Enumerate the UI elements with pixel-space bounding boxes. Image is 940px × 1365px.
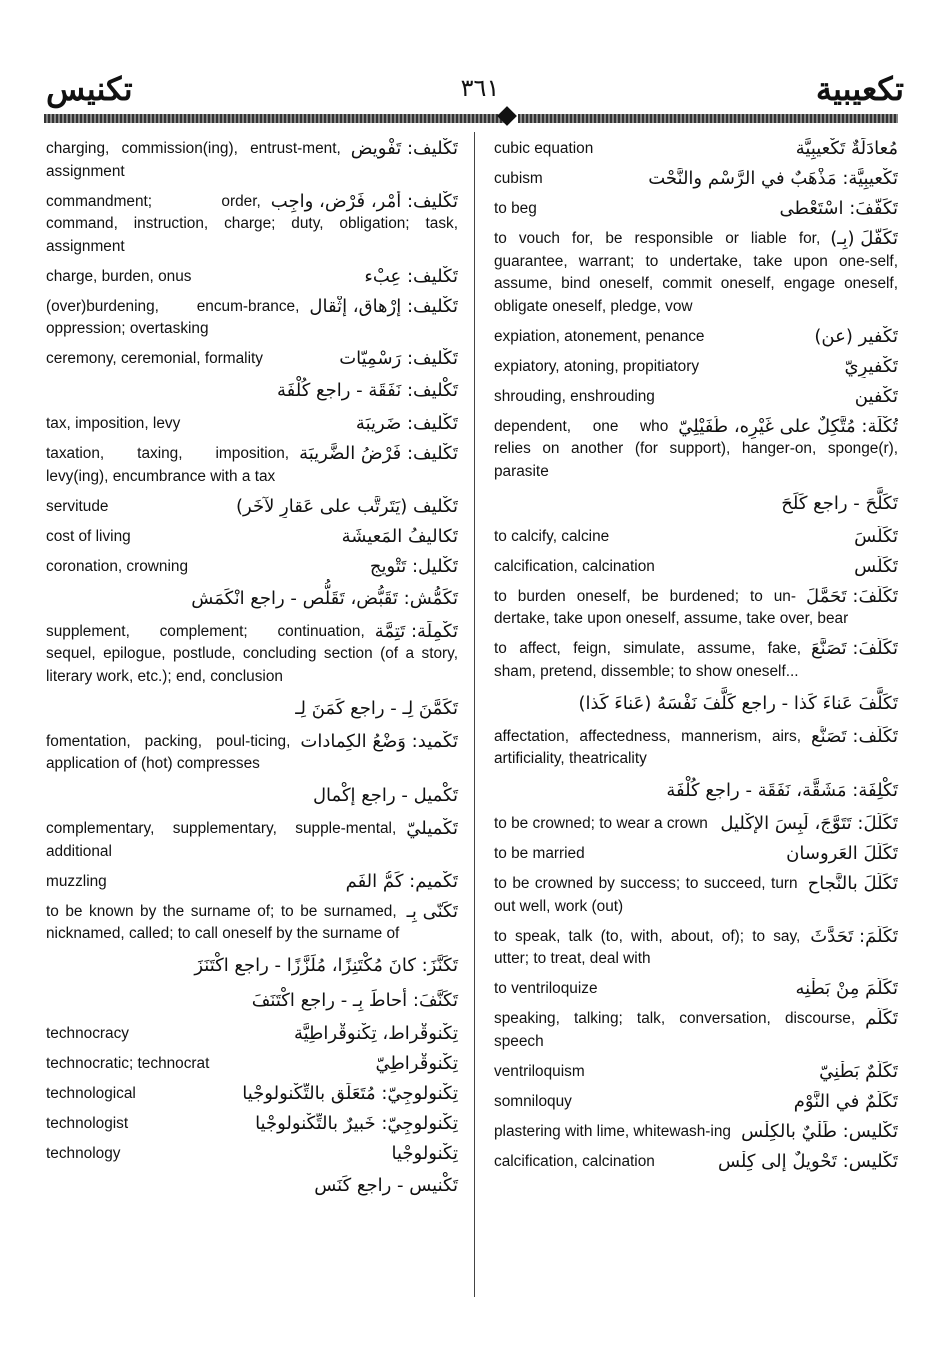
arabic-headword: تَكْليف: عِبْء [364,265,458,287]
header-rule-right [518,114,898,123]
arabic-headword: تَكَلُّمٌ بَطْنِيّ [819,1060,898,1082]
english-definition: commandment; order, command, instruction, charge; duty, obligation; task, assignment [46,192,458,255]
english-definition: to calcify, calcine [494,527,610,545]
english-definition: to beg [494,200,537,217]
arabic-headword: تَكْليس: تَحْويلٌ إلى كِلْس [717,1150,898,1172]
english-definition: somniloquy [494,1092,572,1110]
english-definition: to be married [494,845,585,862]
header-rule-left [44,114,506,123]
arabic-headword: تَكَلَّفَ: تَصَنَّعَ [811,638,898,659]
arabic-headword: تَكْليس: طَلْيٌ بالكِلْس [741,1120,898,1142]
arabic-headword: تَكَلَّمَ: تَحَدَّثَ [810,925,898,947]
arabic-headword: تَكْفين [854,385,898,407]
arabic-headword: تَكْفيرِيّ [844,355,898,377]
english-definition: to burden oneself, be burdened; to un-dertake, take upon oneself, assume, take over, bear [494,587,849,627]
english-definition: charge, burden, onus [46,267,192,285]
english-definition: dependent, one who relies on another (for support), hanger-on, sponge(r), parasite [494,417,898,480]
dictionary-entry [46,1023,458,1046]
arabic-headword: تَكَلَّلَ بالنَّجاح [807,873,898,894]
dictionary-entry [46,556,458,579]
dictionary-entry [494,416,898,484]
arabic-headword: تَكَلَّفَ: تَحَمَّلَ [806,585,898,607]
english-definition: affectation, affectedness, mannerism, airs, artificiality, theatricality [494,727,802,767]
english-definition: technocratic; technocrat [46,1055,210,1072]
cross-reference-entry: تَكَمَّنَ لِـ - راجع كَمَنَ لِـ [295,697,458,719]
arabic-headword: تُكْلَة: مُتَّكِلٌ على غَيْرِه، طُفَيْلِيّ [678,415,898,437]
arabic-headword: تِكْنوقْراطِيّ [375,1053,458,1074]
dictionary-entry [494,168,898,191]
english-definition: taxation, taxing, imposition, levy(ing), encumbrance with a tax [46,445,290,485]
cross-reference-entry: تَكَنَّزَ: كانَ مُكْتَنِزًا، مُلَزَّزًا - راجع اكْتَنَزَ [194,955,458,976]
right-column [494,138,898,1181]
english-definition: fomentation, packing, poul-ticing, application of (hot) compresses [46,732,291,772]
dictionary-entry [494,198,898,221]
arabic-headword: تَكْليف: أَمْر، فَرْض، واجِب [270,190,458,212]
english-definition: supplement, complement; continuation, sequel, epilogue, postlude, concluding section (of a story, literary work, etc.); end, conclusion [46,622,458,685]
english-definition: technocracy [46,1025,129,1042]
english-definition: to ventriloquize [494,980,598,997]
dictionary-entry [494,526,898,549]
arabic-headword: تَكَلُّمٌ في النَّوْم [793,1090,898,1112]
english-definition: ceremony, ceremonial, formality [46,350,263,367]
english-definition: technological [46,1085,136,1102]
english-definition: complementary, supplementary, supple-mental, additional [46,820,397,860]
arabic-headword: تَكَلُّم [865,1008,898,1029]
english-definition: servitude [46,497,109,515]
dictionary-entry [494,586,898,631]
arabic-headword: تَكْليف: ضَريبَة [355,413,458,434]
dictionary-entry [46,296,458,341]
dictionary-entry [46,871,458,894]
cross-reference-entry: تَكَمُّش: تَقَبُّض، تَقَلُّص - راجع انْكَمَش [191,587,458,609]
dictionary-entry [494,926,898,971]
english-definition: charging, commission(ing), entrust-ment, assignment [46,140,341,180]
english-definition: technologist [46,1115,129,1132]
dictionary-entry [494,638,898,683]
arabic-headword: تَكَلَّلَ: تَتَوَّجَ، لَبِسَ الإكْليل [720,813,898,834]
arabic-headword: تَكْمِلَة: تَتِمَّة [374,620,458,642]
cross-reference-entry: تَكَنَّفَ: أحاطَ بِـ - راجع اكْتَنَفَ [251,990,458,1011]
english-definition: to speak, talk (to, with, about, of); to say, utter; to treat, deal with [494,927,801,967]
english-definition: ventriloquism [494,1062,585,1080]
dictionary-entry [46,413,458,436]
dictionary-entry [46,818,458,863]
arabic-headword: تَكَلَّسَ [854,525,898,547]
english-definition: expiation, atonement, penance [494,327,705,345]
dictionary-entry [494,813,898,836]
dictionary-entry [46,1083,458,1106]
dictionary-entry [46,191,458,259]
column-divider [474,132,475,1297]
dictionary-entry [46,621,458,689]
english-definition: (over)burdening, encum-brance, oppression; overtasking [46,297,300,337]
dictionary-entry [494,556,898,579]
english-definition: cubism [494,170,543,187]
english-definition: to be known by the surname of; to be surnamed, nicknamed, called; to call oneself by the surname of [46,902,400,942]
cross-reference-entry: تَكْميل - راجع إكْمال [312,785,458,806]
arabic-headword: تَكَفَّفَ: اسْتَعْطى [779,198,898,219]
english-definition: to vouch for, be responsible or liable for, guarantee, warrant; to undertake, take upon one-self, assume, bind oneself, commit oneself, engage oneself, obligate oneself, pledge, vow [494,230,898,315]
arabic-headword: تَكْميد: وَضْعُ الكِمادات [300,730,458,752]
dictionary-entry [46,138,458,183]
header-right-word: تكعيبية [815,70,904,108]
dictionary-entry [494,1091,898,1114]
header-left-word: تكنيس [46,70,133,108]
cross-reference-entry: تَكَلَّفَ عَناءَ كَذا - راجع كَلَّفَ نَفْسَهُ (عَناءَ كَذا) [578,692,898,714]
dictionary-entry [494,356,898,379]
cross-reference-entry: تَكْليف: نَفَقَة - راجع كُلْفَة [277,380,458,401]
arabic-headword: تَكْفير (عن) [814,325,898,347]
arabic-headword: تِكْنوقْراط، تِكْنوقْراطِيَّة [293,1023,458,1044]
arabic-headword: تَكَلُّس [854,555,898,577]
english-definition: plastering with lime, whitewash-ing [494,1122,731,1140]
arabic-headword: تِكْنولوجِيّ: مُتَعَلِّق بالتِّكْنولوجْيا [242,1083,458,1104]
english-definition: cost of living [46,527,131,545]
dictionary-entry [494,1008,898,1053]
arabic-headword: تَكَلُّف: تَصَنُّع [811,725,898,747]
dictionary-entry [46,266,458,289]
english-definition: calcification, calcination [494,557,655,575]
english-definition: cubic equation [494,140,594,157]
dictionary-entry [46,496,458,519]
dictionary-entry [494,228,898,318]
english-definition: technology [46,1145,121,1162]
english-definition: tax, imposition, levy [46,415,181,432]
english-definition: shrouding, enshrouding [494,387,655,405]
arabic-headword: تَكْليف: إرْهاق، إثْقال [309,295,458,317]
dictionary-entry [494,978,898,1001]
english-definition: to affect, feign, simulate, assume, fake, sham, pretend, dissemble; to show oneself... [494,640,802,680]
arabic-headword: تِكْنولوجِيّ: خَبيرٌ بالتِّكْنولوجْيا [255,1113,458,1134]
arabic-headword: مُعادَلَةٌ تَكْعيبِيَّة [795,138,898,159]
dictionary-entry [494,726,898,771]
arabic-headword: تَكَنّى بِـ [406,900,458,922]
arabic-headword: تَكَلَّمَ مِنْ بَطْنِه [795,978,898,999]
arabic-headword: تَكْليف: رَسْمِيّات [339,348,458,369]
english-definition: speaking, talking; talk, conversation, discourse, speech [494,1010,856,1050]
cross-reference-entry: تَكْنيس - راجع كَنَس [314,1175,458,1196]
dictionary-entry [494,1121,898,1144]
arabic-headword: تَكْميم: كَمُّ الفَم [345,870,458,892]
dictionary-entry [46,901,458,946]
dictionary-entry [494,873,898,918]
dictionary-entry [494,1061,898,1084]
english-definition: expiatory, atoning, propitiatory [494,357,700,375]
page-number: ٣٦١ [460,74,500,102]
arabic-headword: تَكْليل: تَتْويج [369,555,458,577]
dictionary-entry [46,443,458,488]
arabic-headword: تَكْليف: تَفْويض [350,138,458,159]
arabic-headword: تِكْنولوجْيا [391,1143,458,1164]
dictionary-entry [46,1143,458,1166]
dictionary-entry [46,731,458,776]
dictionary-entry [494,138,898,161]
cross-reference-entry: تَكْلِفَة: مَشَقَّة، نَفَقَة - راجع كُلْفَة [666,780,898,801]
dictionary-entry [46,526,458,549]
dictionary-entry [494,1151,898,1174]
english-definition: to be crowned; to wear a crown [494,815,708,832]
dictionary-entry [494,843,898,866]
arabic-headword: تَكْليف (يَتَرتَّب على عَقارٍ لآخَر) [235,495,458,517]
english-definition: coronation, crowning [46,557,189,575]
dictionary-entry [46,1113,458,1136]
arabic-headword: تَكْليف: فَرْضُ الضَّريبَة [299,443,458,464]
arabic-headword: تَكاليفُ المَعيشَة [341,525,458,547]
dictionary-entry [494,326,898,349]
english-definition: to be crowned by success; to succeed, turn out well, work (out) [494,875,798,915]
arabic-headword: تَكْميليّ [406,818,458,839]
dictionary-entry [46,348,458,371]
dictionary-entry [46,1053,458,1076]
english-definition: calcification, calcination [494,1152,655,1170]
left-column [46,138,458,1208]
english-definition: muzzling [46,872,107,890]
dictionary-entry [494,386,898,409]
cross-reference-entry: تَكَلَّحَ - راجع كَلَحَ [781,492,898,514]
arabic-headword: تَكَفَّلَ (بِـ) [830,228,898,249]
arabic-headword: تَكَلَّلَ العَروسان [786,843,898,864]
arabic-headword: تَكْعيبِيَّة: مَذْهَبٌ في الرَّسْم والنَّحْت [648,168,898,189]
